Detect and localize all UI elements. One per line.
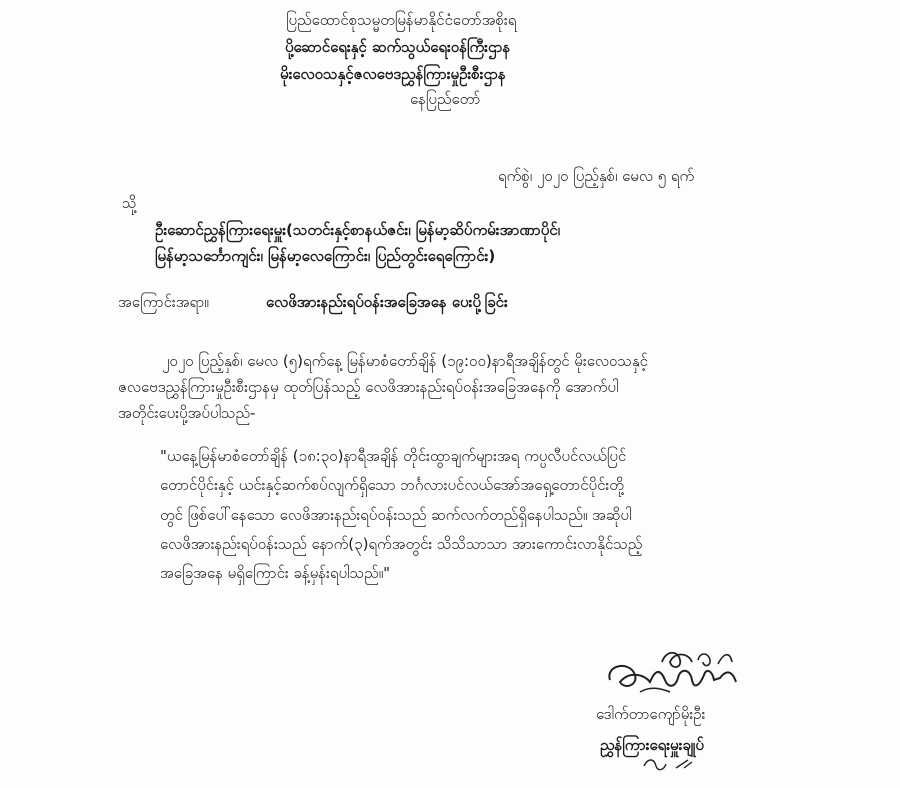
signatory-name: ဒေါက်တာကျော်မိုးဦး xyxy=(596,705,706,723)
header-department: မိုးလေဝသနှင့်ဇလဗေဒညွှန်ကြားမှုဦးစီးဌာန xyxy=(280,65,506,83)
recipient-line-2: မြန်မာ့သင်္ဘောကျင်း၊ မြန်မာ့လေကြောင်း၊ ပြည်တွင်းရေကြောင်း) xyxy=(155,247,496,265)
quote-line-3: တွင် ဖြစ်ပေါ်နေသော လေဖိအားနည်းရပ်ဝန်းသည် ဆက်လက်တည်ရှိနေပါသည်။ အဆိုပါ xyxy=(160,506,632,524)
quote-line-4: လေဖိအားနည်းရပ်ဝန်းသည် နောက်(၃)ရက်အတွင်း သိသိသာသာ အားကောင်းလာနိုင်သည့် xyxy=(160,535,643,553)
recipient-line-1: ဦးဆောင်ညွှန်ကြားရေးမှူး(သတင်းနှင့်စာနယ်ဇင်း၊ မြန်မာ့ဆိပ်ကမ်းအာဏာပိုင်၊ xyxy=(155,221,560,239)
header-government: ပြည်ထောင်စုသမ္မတမြန်မာနိုင်ငံတော်အစိုးရ xyxy=(286,11,517,29)
body-line-3: အတိုင်းပေးပို့အပ်ပါသည်- xyxy=(118,404,256,422)
quote-line-5: အခြေအနေ မရှိကြောင်း ခန့်မှန်းရပါသည်။" xyxy=(160,564,391,582)
body-line-1: ၂၀၂၀ ပြည့်နှစ်၊ မေလ (၅)ရက်နေ့ မြန်မာစံတော်ချိန် (၁၉:၀၀)နာရီအချိန်တွင် မိုးလေဝသနှင့် xyxy=(162,352,648,370)
header-ministry: ပို့ဆောင်ရေးနှင့် ဆက်သွယ်ရေးဝန်ကြီးဌာန xyxy=(285,38,511,56)
initials-scribble xyxy=(640,754,700,774)
quote-line-1: "ယနေ့မြန်မာစံတော်ချိန် (၁၈:၃၀)နာရီအချိန် တိုင်းထွာချက်များအရ ကပ္ပလီပင်လယ်ပြင် xyxy=(160,447,627,465)
to-label: သို့ xyxy=(122,194,137,212)
quote-line-2: တောင်ပိုင်းနှင့် ယင်းနှင့်ဆက်စပ်လျက်ရှိသော ဘင်္ဂလားပင်လယ်အော်အရှေ့တောင်ပိုင်းတို့ xyxy=(160,476,624,494)
subject-text: လေဖိအားနည်းရပ်ဝန်းအခြေအနေ ပေးပို့ခြင်း xyxy=(266,293,508,311)
header-city: နေပြည်တော် xyxy=(410,90,481,108)
letter-date: ရက်စွဲ၊ ၂၀၂၀ ပြည့်နှစ်၊ မေလ ၅ ရက် xyxy=(498,167,695,185)
handwritten-signature xyxy=(600,640,750,700)
subject-label: အကြောင်းအရာ။ xyxy=(118,293,209,311)
signatory-title: ညွှန်ကြားရေးမှူးချုပ် xyxy=(600,736,704,754)
body-line-2: ဇလဗေဒညွှန်ကြားမှုဦးစီးဌာနမှ ထုတ်ပြန်သည့် လေဖိအားနည်းရပ်ဝန်းအခြေအနေကို အောက်ပါ xyxy=(118,378,619,396)
